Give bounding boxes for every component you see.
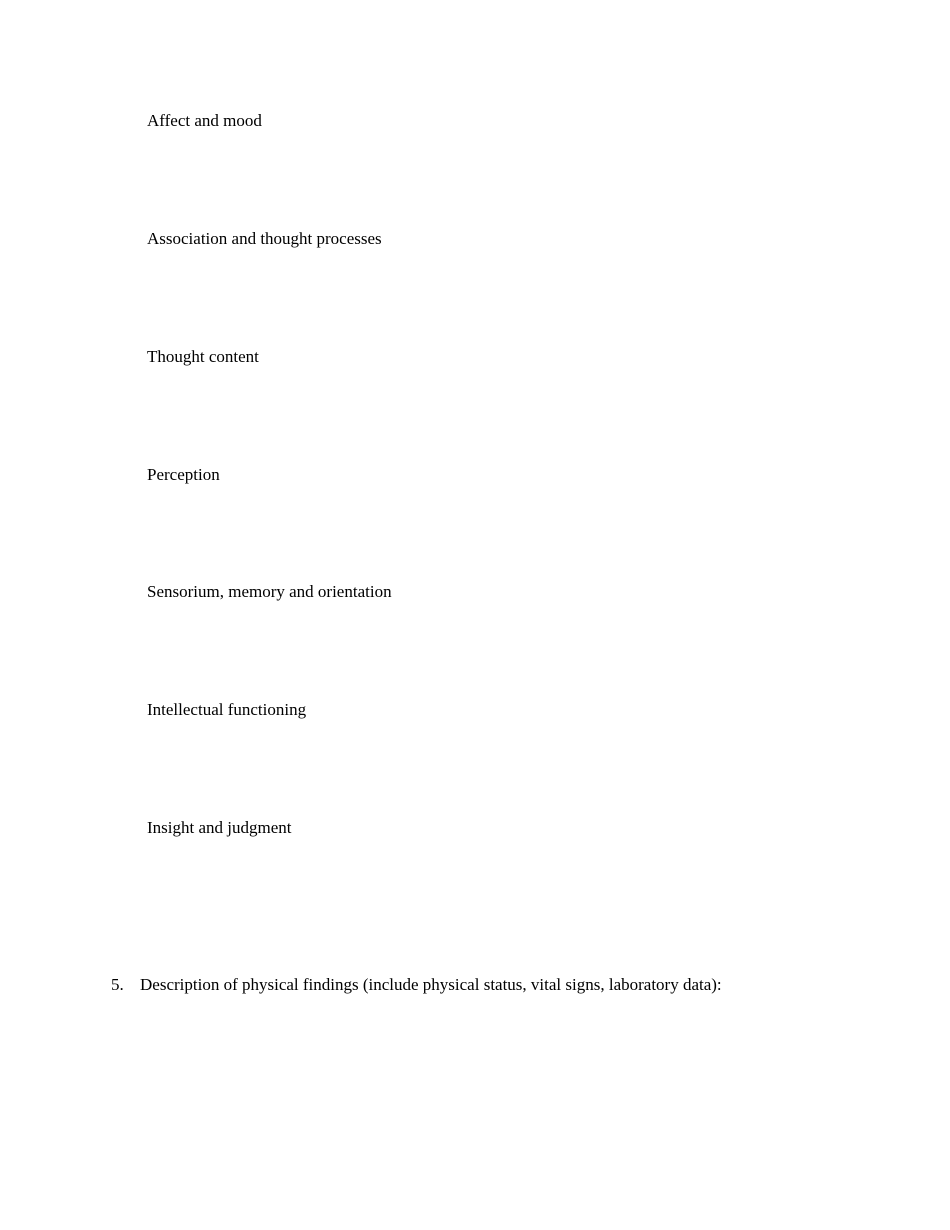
- intellectual-functioning-label: Intellectual functioning: [147, 700, 307, 719]
- affect-mood-label: Affect and mood: [147, 111, 262, 130]
- sensorium-label: Sensorium, memory and orientation: [147, 582, 392, 601]
- section-5-heading: [111, 975, 722, 995]
- perception-label: Perception: [147, 465, 220, 484]
- thought-content-label: Thought content: [147, 347, 259, 366]
- section-5-text: Description of physical findings (include physical status, vital signs, laboratory data):: [140, 975, 722, 994]
- association-thought-label: Association and thought processes: [147, 229, 382, 248]
- section-5-number: 5.: [111, 975, 124, 994]
- insight-judgment-label: Insight and judgment: [147, 818, 292, 837]
